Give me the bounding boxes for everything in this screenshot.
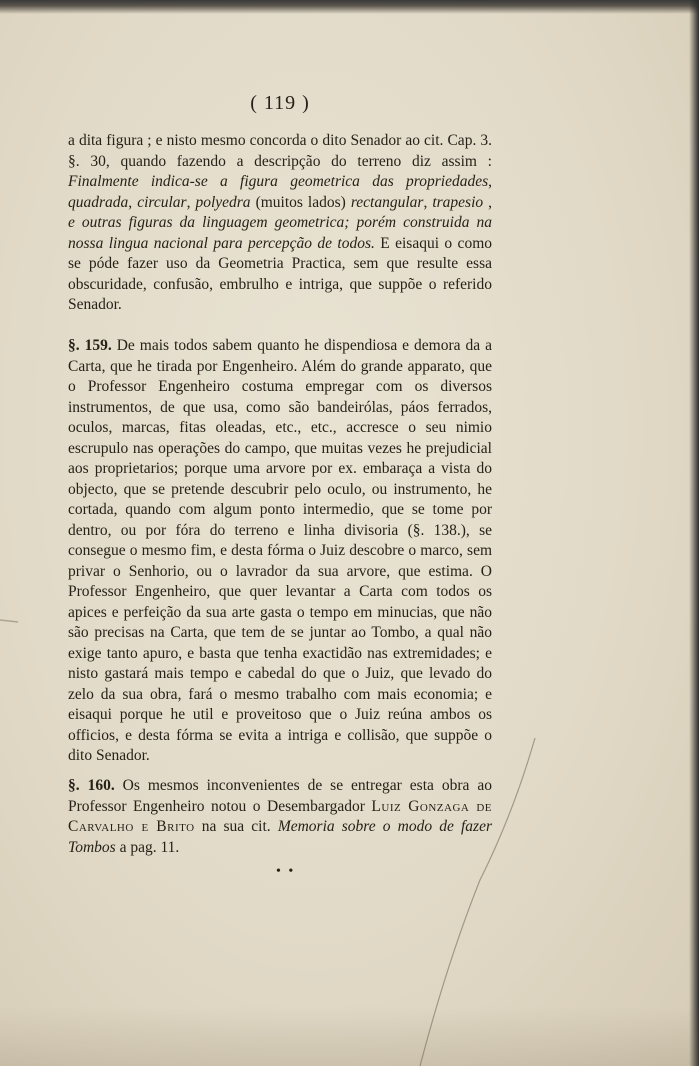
- text-segment: (muitos lados): [250, 193, 351, 211]
- text-segment: De mais todos sabem quanto he dispendiosa e demora da a Carta, que he tirada por Engenheiro. Além do grande apparato, que o Professor Engenheiro costuma empregar com os diversos instrumentos, de que usa, como são bandeirólas, páos ferrados, oculos, marcas, fitas oleadas, etc., etc., accresce o seu nimio escrupulo nas operações do campo, que muitas vezes he prejudicial aos proprietarios; porque uma arvore por ex. embaraça a vista do objecto, que se pretende descubrir pelo oculo, ou instrumento, he cortada, quando com algum ponto intermedio, que se tome por dentro, ou por fóra do terreno e linha divisoria (§. 138.), se consegue o mesmo fim, e desta fórma o Juiz descobre o marco, sem privar o Senhorio, ou o lavrador da sua arvore, que estima. O Professor Engenheiro, que quer levantar a Carta com todos os apices e perfeição da sua arte gasta o tempo em minucias, que não são precisas na Carta, que tem de se juntar ao Tombo, a qual não exige tanto apuro, e basta que tenha exactidão nas extremidades; e nisto gastará mais tempo e cabedal do que o Juiz, que levado do zelo da sua obra, fará o mesmo trabalho com mais economia; e eisaqui porque he util e proveitoso que o Juiz reúna ambos os officios, e desta fórma se evita a intriga e collisão, que suppõe o dito Senador.: [68, 337, 493, 764]
- paragraph-3-text: [68, 776, 492, 858]
- text-segment: §. 159.: [68, 337, 112, 354]
- text-segment: circular: [137, 193, 187, 211]
- text-segment: ,: [186, 193, 196, 211]
- text-segment: ,: [423, 193, 433, 211]
- paragraph-section-159: [68, 336, 492, 767]
- text-segment: polyedra: [195, 193, 251, 211]
- text-segment: E eisaqui o como se póde fazer uso da Geometria Practica, sem que resulte essa obscuridade, confusão, embrulho e intriga, que suppõe o referido Senador.: [68, 234, 492, 313]
- paragraph-2-text: [68, 336, 492, 767]
- text-segment: quadrada: [68, 193, 129, 211]
- page-number: ( 119 ): [250, 92, 310, 114]
- text-segment: a dita figura ; e nisto mesmo concorda o dito Senador ao cit. Cap. 3. §. 30, quando fazendo a descripção do terreno diz assim :: [68, 132, 492, 170]
- text-segment: trapesio: [432, 193, 484, 211]
- text-segment: na sua cit.: [194, 818, 278, 835]
- text-segment: rectangular: [350, 193, 424, 211]
- text-segment: Os mesmos inconvenientes de se entregar esta obra ao Professor Engenheiro notou o Desembargador: [68, 777, 492, 815]
- text-segment: e outras figuras da linguagem geometrica; porém construida na nossa lingua nacional para percepção de todos.: [68, 214, 492, 252]
- text-segment: Finalmente indica-se a figura geometrica das propriedades: [68, 173, 489, 190]
- text-segment: §. 160.: [68, 777, 115, 794]
- paragraph-section-160: [68, 776, 492, 858]
- text-segment: ,: [483, 193, 493, 211]
- paragraph-1: [68, 131, 492, 316]
- text-segment: a pag. 11.: [115, 838, 180, 856]
- signature-mark: • •: [276, 864, 296, 879]
- text-segment: ,: [488, 173, 492, 190]
- text-segment: Luiz Gonzaga de Carvalho e Brito: [68, 797, 492, 835]
- text-segment: Memoria sobre o modo de fazer Tombos: [68, 818, 492, 856]
- paragraph-1-text: [68, 131, 492, 316]
- text-segment: ,: [128, 193, 138, 211]
